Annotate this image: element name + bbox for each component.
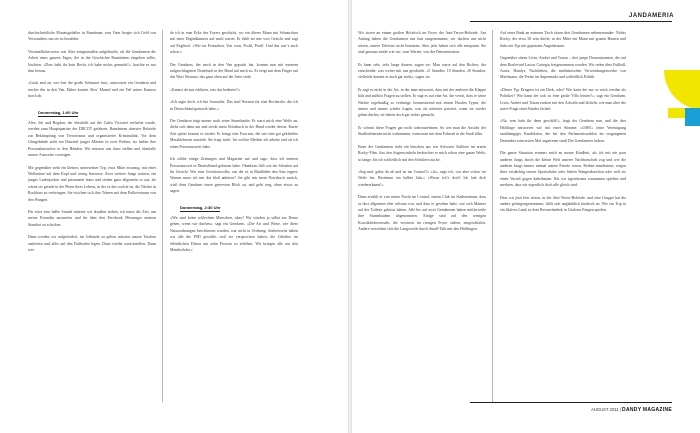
paragraph: Der Gendarm trägt immer noch seine Sturmhaube. Er starrt mich eine Weile an, dreht sich dann um und steckt mein Notizbuch in der Hand wieder davon. Kurze Zeit später kommt er wieder. Er bringt eine Frau mit, die wie eine gut gekleidete Musiklehrerin aussieht. Sie fragt mich, für welche Medien ich arbeite und ob ich einen Presseausweis habe. xyxy=(170,119,298,149)
paragraph: Alex, Ich und Bogdan, der ebenfalls auf der Calea Victoriei verhaftet wurde, werden zum Hauptquartier der DIICOT gefahren, Rumäniens oberster Behörde zur Bekämpfung von Terrorismus und organisierter Kriminalität. Vor dem Glasgebäude steht ein Dutzend junger Männer in zwei Reihen, sie halten ihre Personalausweise in den Händen. Wir müssen uns dazu stellen und ebenfalls unsere Ausweise vorzeigen. xyxy=(28,121,156,158)
text-column-2 xyxy=(170,30,298,259)
paragraph: Er scheint diese Fragen gar nicht wahrzunehmen. So wie man die Ansicht der Straßenlaternen nicht wahrnimmt, wenn man mit dem Fahrrad in die Stadt fährt. xyxy=(358,125,486,137)
footer-rule xyxy=(470,402,672,403)
footer-issue: AUGUST 2011 | xyxy=(591,407,621,412)
text-column-3 xyxy=(358,30,486,239)
paragraph: »Kannst du mir erklären, was das bedeutet?« xyxy=(170,87,240,92)
paragraph: Der Gendarm, der mich in den Van gepackt hat, kommt nun mit meinem aufgeschlagenen Notizbuch in der Hand auf mich zu. Er zeigt mit dem Finger auf das Wort Neonazi, das ganz oben auf der Seite steht. xyxy=(170,62,298,80)
paragraph: de ich in eine Ecke des Foyers geschickt, wo ein älterer Mann mit Schnurrbart mit einer Digitalkamera auf mich wartet. Er fühlt sie mir vors Gesicht und sagt auf Englisch: »Wie im Fernsehen. Von vorn, Profil, Profil. Und das war’s auch schon.« xyxy=(170,31,298,55)
page-gutter xyxy=(348,0,352,433)
paragraph: »Na, wen habt ihr denn gewählt?«, fragt der Gendarm nun, und die drei Häftlinge antworten wie mit einer Stimme: »USR!« (eine Vereinigung unabhängiger Kandidaten, die bei den Parlamentswahlen im vergangenen Dezember zum ersten Mal angetreten sind) Die Gendarmen lachen. xyxy=(500,119,626,143)
paragraph: Mir gegenüber steht ein kleiner, untersetzter Typ, etwa Mitte zwanzig, mit einer Wollmütze auf dem Kopf und wenig Interesse. Zwei weitere Jungs weinen, ein junger Ladenjacken und permanent leans und sieben ganz allgemein so aus, als wären sie gerade in der Phase ihres Lebens, in der es das coolste ist, die Nächte in Rockbars zu verbringen. Sie wischen sich ihre Tränen mit dem Pulloverraum von den Wangen. xyxy=(28,165,156,202)
paragraph: Die ganze Situation erinnert mich an meine Kindheit, als ich mit ein paar anderen Jungs durch die kleine Welt unserer Nachbarschaft zog und wie die anderen Jungs immer einmal unsere Feinde waren, Reiben mindestens, wegen ihrer verdächtig teuren Sportschuhe oder frühen Wangenknochen oder weil sie einen Vorteil gegen dabeihatten. Bis wir irgendwann zusammen spielten und merkten, dass wir eigentlich doch alle gleich sind. xyxy=(500,151,626,188)
paragraph: Einer der Gendarmen sieht ein bisschen aus wie Sylvester Stallone im ersten Rocky-Film. Aus den Augenwinkeln beobachtet er mich schon eine ganze Weile, so lange, bis ich schließlich mit den Schultern zucke. xyxy=(358,144,486,162)
blue-accent-shape xyxy=(685,108,700,126)
footer-magazine: DANDY MAGAZINE xyxy=(622,407,672,413)
paragraph: Dann werden wir aufgefordert, ins Gebäude zu gehen, müssen unsere Taschen ausleeren und alles auf den Fußboden legen. Dann wieder zurückstellen. Dann wer- xyxy=(28,235,156,252)
section-title: JANDAMERIA xyxy=(628,13,674,19)
column-divider xyxy=(492,30,493,402)
paragraph: durchschnittliche Monatsgehälter in Rumänien, sein Vater borgte sich Geld von Verwandten, um sie zu bezahlen. xyxy=(28,31,156,42)
paragraph: Dass wir jetzt hier sitzen, in der Anti-Terror-Behörde, und eine Gruppe hat die andere gefangengenommen, fühlt sich ungläublich kindisch an. Wie ein Trip in ein fiktives Land, in dem Revanchenbek in Uniform Fangen spielen. xyxy=(500,195,626,213)
header-rule xyxy=(470,21,672,22)
paragraph: Ich zählte einige Zeitungen und Magazine auf und sage, dass ich meinen Presseausweis in Deutschland gelassen habe. Obenbrau fällt wie ein Schatten auf ihr Gesicht. Wie eine Gewittenwolke, aus der es in Bindfäden den Satz regnet: Warum muss ich mir das bloß anhören? Sie gibt mir mein Notizbuch zurück, wirft dem Gendarm einen genervten Blick zu, und geht weg, ohne etwas zu sagen. xyxy=(170,157,298,194)
subheading-time: Donnerstag, 1:00 Uhr xyxy=(38,110,78,117)
paragraph: »Dieser Typ Dragnea ist ein Dieb, oder? Wie kann der nur so reich werden als Politiker? Wie kann der sich so eine große Villa leisten?«, sagt ein Gendarm. Liviu, Andrei und Traian zucken mit den Achseln und lächeln, wie man über die naive Frage eines Kindes lächelt. xyxy=(500,87,626,112)
paragraph: Wir sitzen an einem großen Holztisch im Foyer der Anti-Terror-Behörde. Am Anfang haben die Gendarmen uns hart rangenommen, wir durften uns nicht setzen, unsere Telefone nicht benutzen. Aber jetzt haben sich alle entspannt. Sie sind genauso müde wie wir, vom Warten, von der Demonstration. xyxy=(358,31,486,55)
paragraph: Gegenüber sitzen Liviu, Andrei und Traian – drei junge Demonstranten, die auf dem Boulevard Lascar Catargiu festgenommen wurden. Wir reden über Fußball, Autos, Handys, Nachtleben, die medizinischen Verwendungszwecke von Marihuana, die Preise im Supermarkt und schließlich Politik. xyxy=(500,56,626,80)
yellow-accent-shape xyxy=(664,70,700,110)
paragraph: »Sag mal, gehst du ab und zu ins Control?« »Ja«, sage ich, »ist aber schon ‘ne Weile her. Bestimmt ein halbes Jahr.« »Wusst ich’s doch! Ich hab dich wiedererkannt!« xyxy=(358,169,486,187)
paragraph: Dann erzählt er von seiner Nacht im Control, einem Club im Stadtzentrum, dass es dort allgemein eher seltsam war, und dass er gesehen habe, wie sich Männer auf der Toilette geküsst hätten. Alle bis auf zwei Gendarmen haben mittlerweile ihre Sturmhauben abgenommen. Einige sind auf den wenigen Korsokleidersesseln, die verstreut im riesigen Foyer stehen, eingeschlafen. Andere vertreiben sich die Langeweile durch Small-Talk mit den Häftlingen. xyxy=(358,195,486,232)
paragraph: Es kann sehr, sehr lange dauern, sagen sie. Man warte auf den Richter, der entscheidet, was weiter mit uns geschieht. »5 Stunden, 10 Stunden, 20 Stunden, vielleicht kommt er auch gar nicht«, sagen sie. xyxy=(358,62,486,80)
page-footer xyxy=(591,407,672,413)
paragraph: Auf einer Bank an meinem Tisch sitzen drei Gendarmen nebeneinander: Nichts Rocky, der etwa 50 sein dürfte, in der Mitte ein Mann mit grauen Haaren und links ein Typ mit geputzten Augenbrauen. xyxy=(500,31,626,48)
text-column-1 xyxy=(28,30,156,259)
subheading-time: Donnerstag, 2:30 Uhr xyxy=(180,205,220,212)
text-column-4 xyxy=(500,30,626,220)
paragraph: Für etwa eine halbe Stunde müssen wir draußen stehen, ich nutze die Zeit, um meine Freundin anzurufen und ihr über den Facebook Messenger meinen Standort zu schicken. xyxy=(28,209,156,227)
paragraph: »Ich sagte doch, ich bin Journalist. Das sind Notizen für eine Recherche, die ich in Deutschland gemacht habe.« xyxy=(170,100,298,111)
paragraph: Verständlicherweise war Alex einigermaßen aufgebracht, als die Gendarmen die Arbeit eines ganzen Tages, der in die Geschichte Rumäniens eingehen sollte, löschten. »Dass habt ihr kein Recht, ich habe nichts gemacht!«, brachte es aus ihm heraus. xyxy=(28,49,156,74)
paragraph: »Guck mal an, wer hier die große Schnauze hat«, antwortete ein Gendarm und steckte ihn in den Van. Daher konnte Alex’ Mantel und ein Teil seiner Kamera brach ab. xyxy=(28,81,156,99)
paragraph: »Wir sind keine schlechten Menschen, okay? Wir würden ja selbst zur Demo gehen, wenn wir dürften«, sagt ein Gendarm. »Die Art und Weise, wie diese Naturordnungen beschlossen wurden, war nicht in Ordnung. Andererseits haben wir alle die PSD gewählt, weil sie versprochen haben, die Gehälter im öffentlichen Dienst um zehn Prozent zu erhöhen. Wir kriegen alle nur den Mindestlohn.« xyxy=(170,215,298,252)
paragraph: Er sagt es nicht in der Art, in der man antwortet, dass mit der anderen die Klappe hält und aufhört Fragen zu stellen. Er sagt es auf eine Art, die verrät, dass er seine Nächte regelmäßig so verbringt: herumsitzend mit einem Haufen Typen, die immer und immer wieder fragen, was als nächstes passiert, wann sie wieder gehen dürfen, sie hätten doch gar nichts gemacht. xyxy=(358,87,486,118)
column-divider xyxy=(162,30,163,402)
